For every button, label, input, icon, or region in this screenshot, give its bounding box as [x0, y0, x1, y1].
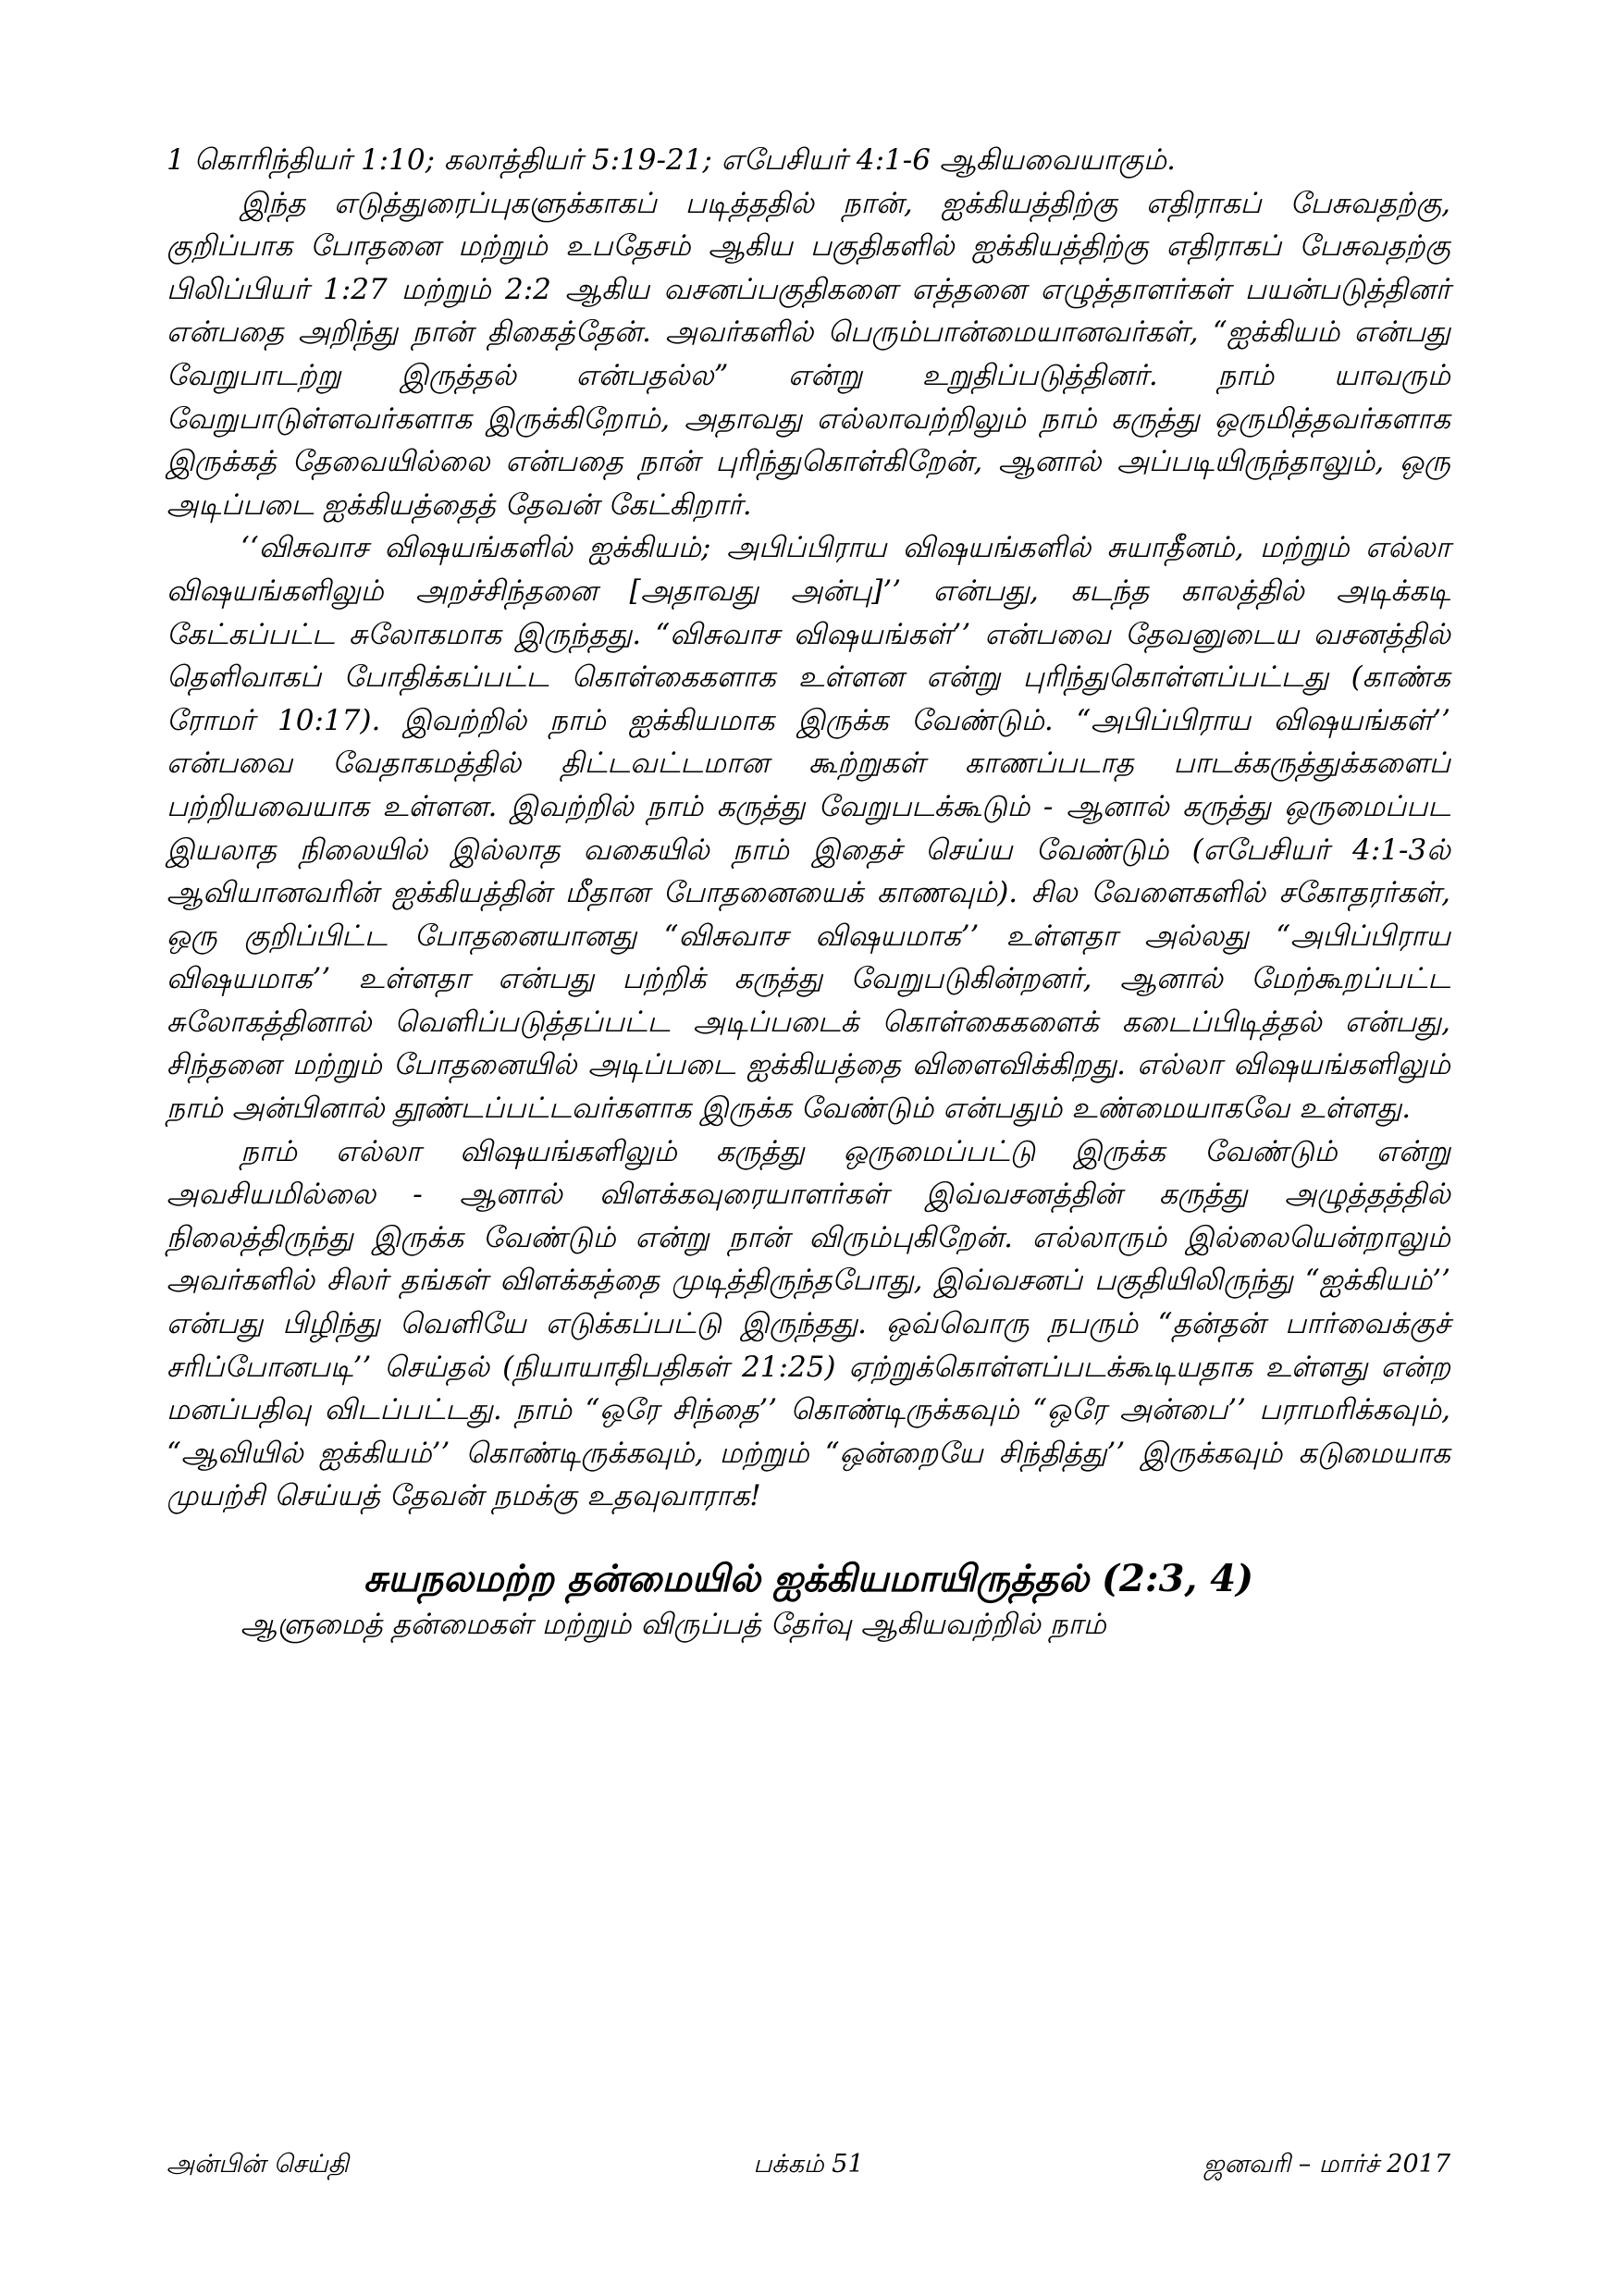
section-heading: சுயநலமற்ற தன்மையில் ஐக்கியமாயிருத்தல் (2:3, 4) [363, 1557, 1254, 1600]
page-footer [167, 2146, 1450, 2183]
footer-page-number: பக்கம் 51 [753, 2150, 864, 2179]
footer-publication-title: அன்பின் செய்தி [167, 2150, 349, 2179]
paragraph-matters-of-faith: ‘‘விசுவாச விஷயங்களில் ஐக்கியம்; அபிப்பிராய விஷயங்களில் சுயாதீனம், மற்றும் எல்லா விஷயங்களிலும் அறச்சிந்தனை [அதாவது அன்பு]’’ என்பது, கடந்த காலத்தில் அடிக்கடி கேட்கப்பட்ட சுலோகமாக இருந்தது. “விசுவாச விஷயங்கள்’’ என்பவை தேவனுடைய வசனத்தில் தெளிவாகப் போதிக்கப்பட்ட கொள்கைகளாக உள்ளன என்று புரிந்துகொள்ளப்பட்டது (காண்க ரோமர் 10:17). இவற்றில் நாம் ஐக்கியமாக இருக்க வேண்டும். “அபிப்பிராய விஷயங்கள்’’ என்பவை வேதாகமத்தில் திட்டவட்டமான கூற்றுகள் காணப்படாத பாடக்கருத்துக்களைப் பற்றியவையாக உள்ளன. இவற்றில் நாம் கருத்து வேறுபடக்கூடும் - ஆனால் கருத்து ஒருமைப்பட இயலாத நிலையில் இல்லாத வகையில் நாம் இதைச் செய்ய வேண்டும் (எபேசியர் 4:1-3ல் ஆவியானவரின் ஐக்கியத்தின் மீதான போதனையைக் காணவும்). சில வேளைகளில் சகோதரர்கள், ஒரு குறிப்பிட்ட போதனையானது “விசுவாச விஷயமாக’’ உள்ளதா அல்லது “அபிப்பிராய விஷயமாக’’ உள்ளதா என்பது பற்றிக் கருத்து வேறுபடுகின்றனர், ஆனால் மேற்கூறப்பட்ட சுலோகத்தினால் வெளிப்படுத்தப்பட்ட அடிப்படைக் கொள்கைகளைக் கடைப்பிடித்தல் என்பது, சிந்தனை மற்றும் போதனையில் அடிப்படை ஐக்கியத்தை விளைவிக்கிறது. எல்லா விஷயங்களிலும் நாம் அன்பினால் தூண்டப்பட்டவர்களாக இருக்க வேண்டும் என்பதும் உண்மையாகவே உள்ளது. [167, 531, 1450, 1126]
article-body [167, 139, 1450, 1647]
section-intro-paragraph: ஆளுமைத் தன்மைகள் மற்றும் விருப்பத் தேர்வு ஆகியவற்றில் நாம் [241, 1608, 1106, 1641]
reference-line: 1 கொரிந்தியர் 1:10; கலாத்தியர் 5:19-21; எபேசியர் 4:1-6 ஆகியவையாகும். [167, 143, 1176, 177]
footer-issue-date: ஜனவரி – மார்ச் 2017 [1203, 2150, 1450, 2179]
paragraph-fellowship-writers: இந்த எடுத்துரைப்புகளுக்காகப் படித்ததில் நான், ஐக்கியத்திற்கு எதிராகப் பேசுவதற்கு, குறிப்பாக போதனை மற்றும் உபதேசம் ஆகிய பகுதிகளில் ஐக்கியத்திற்கு எதிராகப் பேசுவதற்கு பிலிப்பியர் 1:27 மற்றும் 2:2 ஆகிய வசனப்பகுதிகளை எத்தனை எழுத்தாளர்கள் பயன்படுத்தினர் என்பதை அறிந்து நான் திகைத்தேன். அவர்களில் பெரும்பான்மையானவர்கள், “ஐக்கியம் என்பது வேறுபாடற்று இருத்தல் என்பதல்ல” என்று உறுதிப்படுத்தினர். நாம் யாவரும் வேறுபாடுள்ளவர்களாக இருக்கிறோம், அதாவது எல்லாவற்றிலும் நாம் கருத்து ஒருமித்தவர்களாக இருக்கத் தேவையில்லை என்பதை நான் புரிந்துகொள்கிறேன், ஆனால் அப்படியிருந்தாலும், ஒரு அடிப்படை ஐக்கியத்தைத் தேவன் கேட்கிறார். [167, 186, 1450, 522]
paragraph-interpreters: நாம் எல்லா விஷயங்களிலும் கருத்து ஒருமைப்பட்டு இருக்க வேண்டும் என்று அவசியமில்லை - ஆனால் விளக்கவுரையாளர்கள் இவ்வசனத்தின் கருத்து அழுத்தத்தில் நிலைத்திருந்து இருக்க வேண்டும் என்று நான் விரும்புகிறேன். எல்லாரும் இல்லையென்றாலும் அவர்களில் சிலர் தங்கள் விளக்கத்தை முடித்திருந்தபோது, இவ்வசனப் பகுதியிலிருந்து “ஐக்கியம்’’ என்பது பிழிந்து வெளியே எடுக்கப்பட்டு இருந்தது. ஒவ்வொரு நபரும் “தன்தன் பார்வைக்குச் சரிப்போனபடி’’ செய்தல் (நியாயாதிபதிகள் 21:25) ஏற்றுக்கொள்ளப்படக்கூடியதாக உள்ளது என்ற மனப்பதிவு விடப்பட்டது. நாம் “ஒரே சிந்தை’’ கொண்டிருக்கவும் “ஒரே அன்பை’’ பராமரிக்கவும், “ஆவியில் ஐக்கியம்’’ கொண்டிருக்கவும், மற்றும் “ஒன்றையே சிந்தித்து’’ இருக்கவும் கடுமையாக முயற்சி செய்யத் தேவன் நமக்கு உதவுவாராக! [167, 1134, 1450, 1513]
